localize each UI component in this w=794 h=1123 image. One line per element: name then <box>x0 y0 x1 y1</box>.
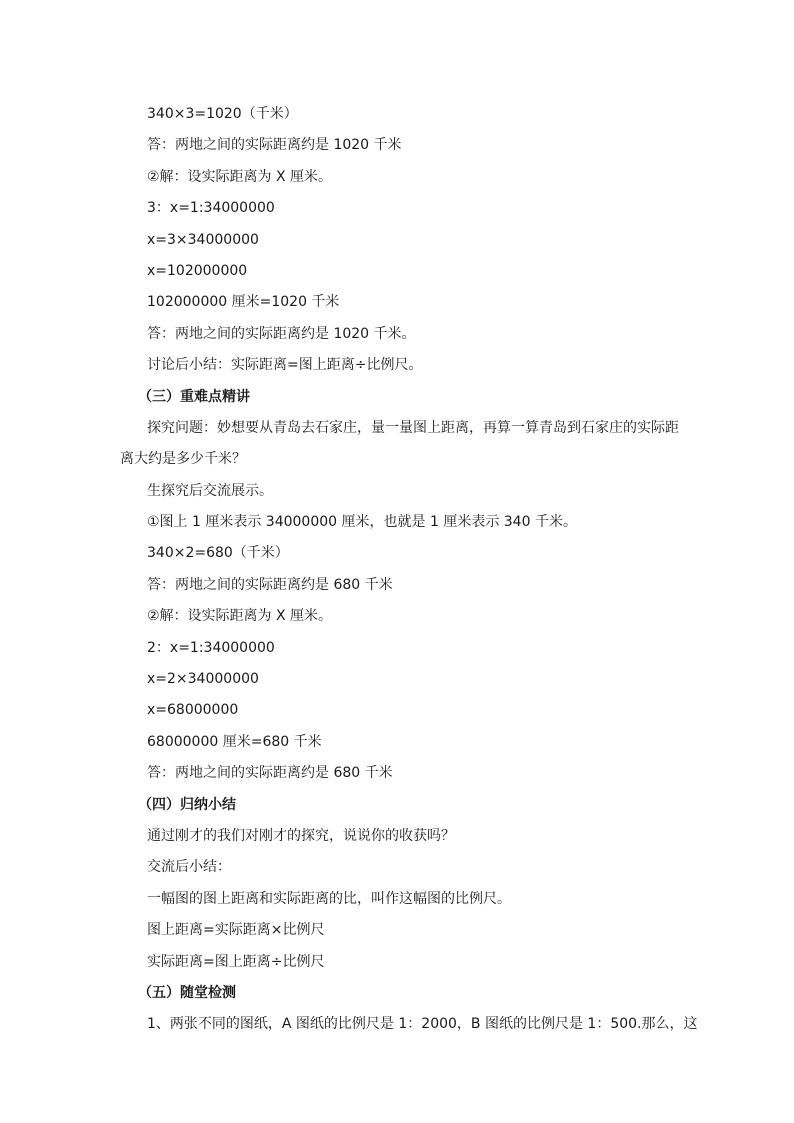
solution-line: ②解：设实际距离为 X 厘米。 <box>147 608 333 625</box>
definition-line: 一幅图的图上距离和实际距离的比，叫作这幅图的比例尺。 <box>147 890 511 907</box>
answer-line: 答：两地之间的实际距离约是 680 千米 <box>147 765 393 782</box>
conversion-line: 68000000 厘米=680 千米 <box>147 733 322 750</box>
formula-line: 实际距离=图上距离÷比例尺 <box>147 953 325 970</box>
document-body <box>120 99 698 1041</box>
calc-line: 340×3=1020（千米） <box>147 106 298 122</box>
equation-line: x=3×34000000 <box>147 231 259 248</box>
equation-line: x=2×34000000 <box>147 671 259 688</box>
equation-line: x=68000000 <box>147 702 239 719</box>
calc-line: 340×2=680（千米） <box>147 545 289 562</box>
question-line: 1、两张不同的图纸，A 图纸的比例尺是 1：2000，B 图纸的比例尺是 1：500.那么，这 <box>147 1016 698 1033</box>
section-heading: （三）重难点精讲 <box>138 388 250 405</box>
equation-line: x=102000000 <box>147 262 248 279</box>
conversion-line: 102000000 厘米=1020 千米 <box>147 294 340 311</box>
problem-line-continued: 离大约是多少千米？ <box>120 451 246 468</box>
paragraph-line: 交流后小结： <box>147 859 231 876</box>
section-heading: （四）归纳小结 <box>138 796 236 813</box>
summary-line: 讨论后小结：实际距离=图上距离÷比例尺。 <box>147 357 423 374</box>
solution-line: ②解：设实际距离为 X 厘米。 <box>147 168 333 185</box>
answer-line: 答：两地之间的实际距离约是 1020 千米。 <box>147 325 416 342</box>
paragraph-line: 通过刚才的我们对刚才的探究，说说你的收获吗？ <box>147 827 455 844</box>
answer-line: 答：两地之间的实际距离约是 680 千米 <box>147 576 393 593</box>
paragraph-line: 生探究后交流展示。 <box>147 482 273 499</box>
equation-line: 3：x=1:34000000 <box>147 200 275 217</box>
formula-line: 图上距离=实际距离×比例尺 <box>147 922 325 939</box>
equation-line: 2：x=1:34000000 <box>147 639 275 656</box>
section-heading: （五）随堂检测 <box>138 984 236 1001</box>
answer-line: 答：两地之间的实际距离约是 1020 千米 <box>147 137 402 154</box>
problem-line: 探究问题：妙想要从青岛去石家庄，量一量图上距离，再算一算青岛到石家庄的实际距 <box>147 419 679 436</box>
paragraph-line: ①图上 1 厘米表示 34000000 厘米，也就是 1 厘米表示 340 千米。 <box>147 514 577 531</box>
